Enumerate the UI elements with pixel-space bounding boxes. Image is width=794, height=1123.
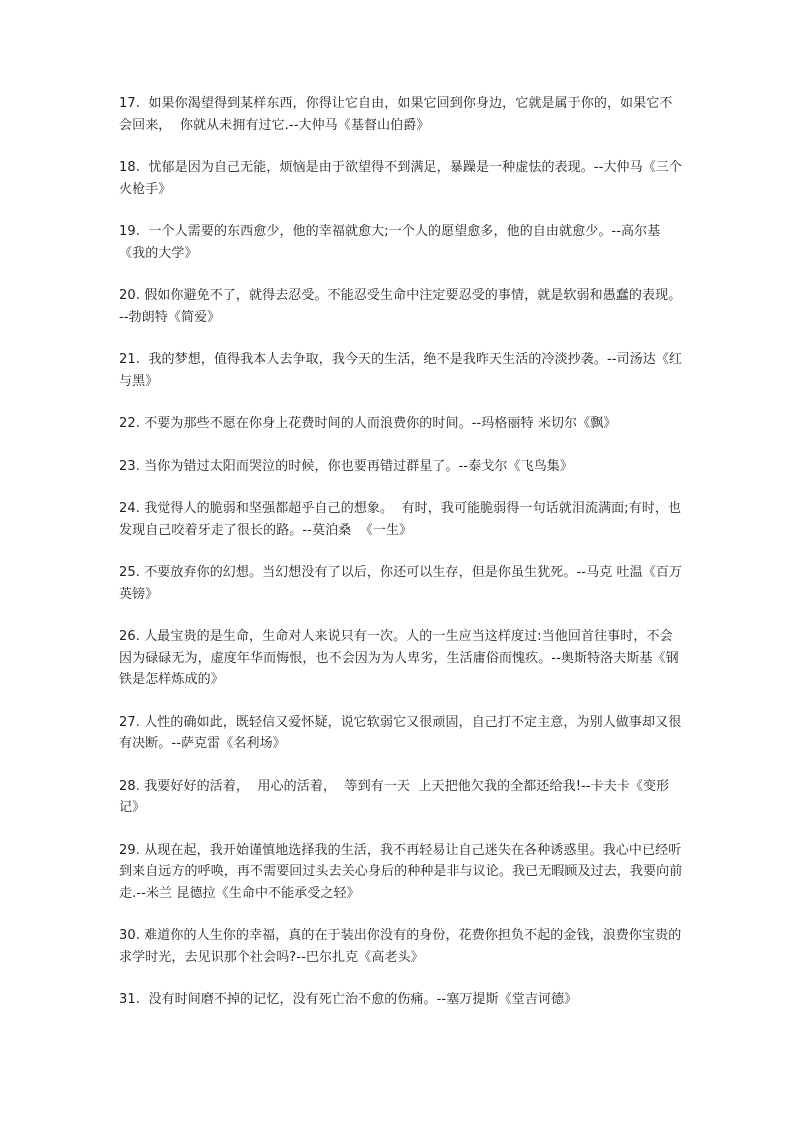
quote-21: 21. 我的梦想，值得我本人去争取，我今天的生活，绝不是我昨天生活的冷淡抄袭。--司汤达《红与黑》 [119, 352, 683, 389]
quote-24: 24. 我觉得人的脆弱和坚强都超乎自己的想象。 有时，我可能脆弱得一句话就泪流满面;有时，也发现自己咬着牙走了很长的路。--莫泊桑 《一生》 [119, 501, 682, 538]
quote-31: 31. 没有时间磨不掉的记忆，没有死亡治不愈的伤痛。--塞万提斯《堂吉诃德》 [119, 992, 578, 1007]
quote-30: 30. 难道你的人生你的幸福，真的在于装出你没有的身份，花费你担负不起的金钱，浪费你宝贵的求学时光，去见识那个社会吗?--巴尔扎克《高老头》 [119, 928, 682, 965]
quote-26: 26. 人最宝贵的是生命，生命对人来说只有一次。人的一生应当这样度过:当他回首往事时，不会因为碌碌无为，虚度年华而悔恨，也不会因为为人卑劣，生活庸俗而愧疚。--奥斯特洛夫斯基《钢铁是怎样炼成的》 [119, 629, 679, 687]
quote-25: 25. 不要放弃你的幻想。当幻想没有了以后，你还可以生存，但是你虽生犹死。--马克 吐温《百万英镑》 [119, 565, 683, 602]
quote-28: 28. 我要好好的活着， 用心的活着， 等到有一天 上天把他欠我的全都还给我!--卡夫卡《变形记》 [119, 778, 670, 815]
quote-22: 22. 不要为那些不愿在你身上花费时间的人而浪费你的时间。--玛格丽特 米切尔《飘》 [119, 416, 617, 431]
quote-18: 18. 忧郁是因为自己无能，烦恼是由于欲望得不到满足，暴躁是一种虚怯的表现。--大仲马《三个火枪手》 [119, 160, 683, 197]
quote-20: 20. 假如你避免不了，就得去忍受。不能忍受生命中注定要忍受的事情，就是软弱和愚蠢的表现。--勃朗特《简爱》 [119, 288, 682, 325]
quote-27: 27. 人性的确如此，既轻信又爱怀疑，说它软弱它又很顽固，自己打不定主意，为别人做事却又很有决断。--萨克雷《名利场》 [119, 714, 682, 751]
quote-list [119, 93, 685, 1032]
quote-23: 23. 当你为错过太阳而哭泣的时候，你也要再错过群星了。--泰戈尔《飞鸟集》 [119, 458, 573, 474]
quote-19: 19. 一个人需要的东西愈少，他的幸福就愈大;一个人的愿望愈多，他的自由就愈少。--高尔基《我的大学》 [119, 224, 661, 261]
quote-29: 29. 从现在起，我开始谨慎地选择我的生活，我不再轻易让自己迷失在各种诱惑里。我心中已经听到来自远方的呼唤，再不需要回过头去关心身后的种种是非与议论。我已无暇顾及过去，我要向前走.--米兰 昆德拉《生命中不能承受之轻》 [119, 842, 683, 901]
quote-17: 17. 如果你渴望得到某样东西，你得让它自由，如果它回到你身边，它就是属于你的，如果它不会回来， 你就从未拥有过它.--大仲马《基督山伯爵》 [119, 96, 673, 133]
